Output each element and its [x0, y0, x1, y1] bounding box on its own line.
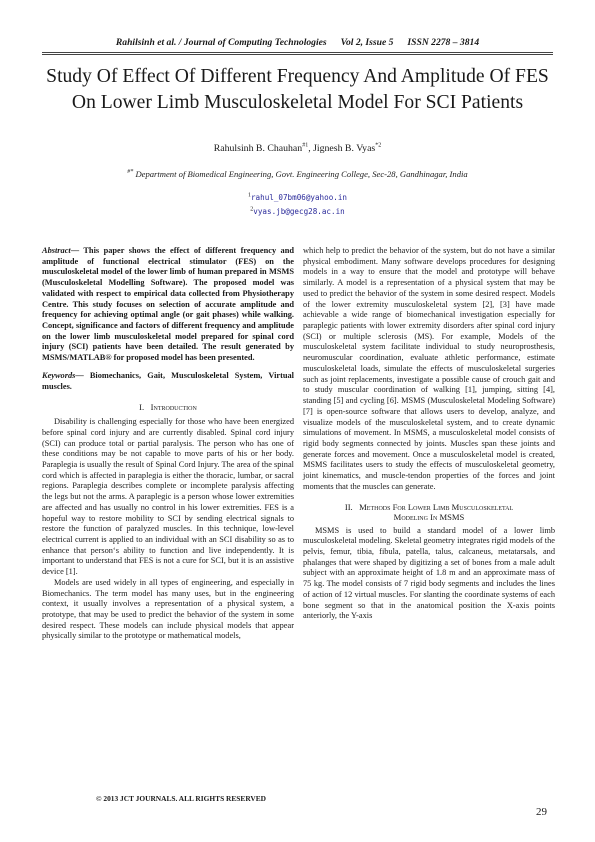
keywords-label: Keywords — [42, 370, 76, 380]
section-2-heading — [303, 502, 555, 523]
section-1-title: Introduction — [150, 402, 197, 413]
intro-paragraph-2: Models are used widely in all types of engineering, and especially in Biomechanics. The term model has many uses, but in the engineering context, it usually involves a representation of a physical system, a prototype, that may be used to predict the behavior of the system in some desired respect. These models can include physical models that appear physically similar to the prototype or mathematical models, — [42, 577, 294, 641]
keywords-dash: — — [75, 370, 84, 380]
section-2-number: II. — [344, 501, 353, 512]
issn: ISSN 2278 – 3814 — [407, 37, 480, 48]
intro-continuation: which help to predict the behavior of the system, but do not have a similar physical embodiment. Many software develops procedures for designing models in a way to ensure that the model and prototype will behave similarly. A model is a representation of a physical system that may be used to predict the behavior of the system in some desired respect. Models of the lower extremity musculoskeletal system [2], [3] have made achievable a wide range of biomechanical investigation especially for paraplegic patients with lower extremity disorders after spinal cord injury (SCI) or multiple sclerosis (MS). For example, Models of the musculoskeletal system facilitate individual to study neuroprosthesis, neuromuscular coordination, evaluate athletic performance, estimate musculoskeletal loads, simulate the effects of musculoskeletal surgeries such as joint replacements, investigate a possible cause of crouch gait and to study muscular coordination of walking [1], jumping, sitting [4], standing [5] and cycling [6]. MSMS (Musculoskeletal Modeling Software) [7] is open-source software that allows users to develop, analyze, and visualize models of the musculoskeletal system, and to create dynamic simulations of movement. In MSMS, a musculoskeletal model consists of rigid body segments connected by joints. Muscles span these joints and generate forces and movement. Once a musculoskeletal model is created, MSMS facilitates users to study the effects of musculoskeletal geometry, joint kinematics, and muscle-tendon properties of the forces and joint moments that the muscles can generate. — [303, 246, 555, 491]
author-1-mark: #1 — [302, 142, 309, 149]
author-2: Jignesh B. Vyas — [313, 143, 376, 154]
abstract-text: This paper shows the effect of different frequency and amplitude of functional electrical stimulator (FES) on the musculoskeletal model of the lower limb of human prepared in MSMS (Musculoskeletal Modelling Software). The proposed model was validated with respect to empirical data collected from Physiotherapy Centre. This study focuses on selection of accurate amplitude and frequency for achieving optimal angle (or gait phases) while walking. Concept, significance and factors of different frequency and amplitude on the lower limb musculoskeletal model prepared for spinal cord injury (SCI) patients have been detailed. The result generated by MSMS/MATLAB® for proposed model has been presented. — [42, 246, 294, 363]
methods-paragraph-1: MSMS is used to build a standard model of a lower limb musculoskeletal modeling. Skeletal geometry integrates rigid models of the pelvis, femur, tibia, fibula, patella, talus, calcaneus, metatarsals, and phalanges that were shaped by digitizing a set of bones from a male adult subject with an approximate height of 1.8 m and an approximate mass of 75 kg. The model consists of 7 rigid body segments and includes the lines of action of 12 virtual muscles. For slanting the coordinate systems of each bone segment so that in the anatomical position the X-axis points anteriorly, the Y-axis — [303, 525, 555, 621]
affiliation-text: Department of Biomedical Engineering, Govt. Engineering College, Sec-28, Gandhinagar, India — [133, 169, 468, 179]
section-1-number: I. — [139, 402, 145, 413]
abstract-label: Abstract — [42, 246, 71, 255]
email-1 — [0, 193, 595, 202]
paper-title: Study Of Effect Of Different Frequency And Amplitude Of FES On Lower Limb Musculoskeletal Model For SCI Patients — [46, 66, 549, 113]
email-2-address[interactable]: vyas.jb@gecg28.ac.in — [253, 207, 345, 216]
affiliation — [0, 169, 595, 179]
email-2-mark: 2 — [250, 206, 254, 213]
section-2-title-line-2: Modeling In MSMS — [393, 512, 465, 523]
section-2-title-line-1: Methods For Lower Limb Musculoskeletal — [359, 501, 514, 512]
running-head — [0, 37, 595, 48]
header-rule-top — [42, 52, 553, 53]
email-1-address[interactable]: rahul_07bm06@yahoo.in — [250, 193, 347, 202]
left-column — [42, 246, 294, 642]
header-rule-bottom — [42, 54, 553, 55]
author-2-mark: *2 — [375, 142, 382, 149]
author-separator: , — [308, 143, 314, 154]
affiliation-mark: #* — [127, 169, 134, 176]
keywords-text: Biomechanics, Gait, Musculoskeletal System, Virtual muscles. — [42, 370, 294, 391]
copyright-footer: © 2013 JCT JOURNALS. ALL RIGHTS RESERVED — [96, 794, 267, 803]
right-column — [303, 246, 555, 622]
abstract-dash: — — [70, 246, 80, 255]
page-number: 29 — [536, 806, 547, 818]
volume-issue: Vol 2, Issue 5 — [340, 37, 394, 48]
section-1-heading — [42, 402, 294, 413]
journal-name: Rahilsinh et al. / Journal of Computing Technologies — [115, 37, 327, 48]
email-1-mark: 1 — [247, 192, 251, 199]
keywords — [42, 371, 294, 392]
abstract — [42, 246, 294, 364]
email-2 — [0, 207, 595, 216]
author-1: Rahulsinh B. Chauhan — [213, 143, 303, 154]
author-line — [0, 143, 595, 154]
intro-paragraph-1: Disability is challenging especially for those who have been energized before spinal cord injury and are currently disabled. Spinal cord injury (SCI) can produce total or partial paralysis. The person who has one of these conditions may be not capable to move parts of his or her body. Paraplegia is usually the result of Spinal Cord Injury. The area of the spinal cord which is affected in paraplegia is either the thoracic, lumbar, or sacral regions. Paraplegia describes complete or incomplete paralysis affecting the legs but not the arms. A paraplegic is a person whose lower extremities are affected and has usually no control in his lower extremities. FES is a hopeful way to restore mobility to SCI by sending electrical signals to restore the function of paralyzed muscles. In this technique, low-level electrical current is applied to an individual with an SCI disability so as to enhance that person‘s ability to function and live independently. It is important to understand that FES is not a cure for SCI, but it is an assistive device [1]. — [42, 417, 294, 577]
